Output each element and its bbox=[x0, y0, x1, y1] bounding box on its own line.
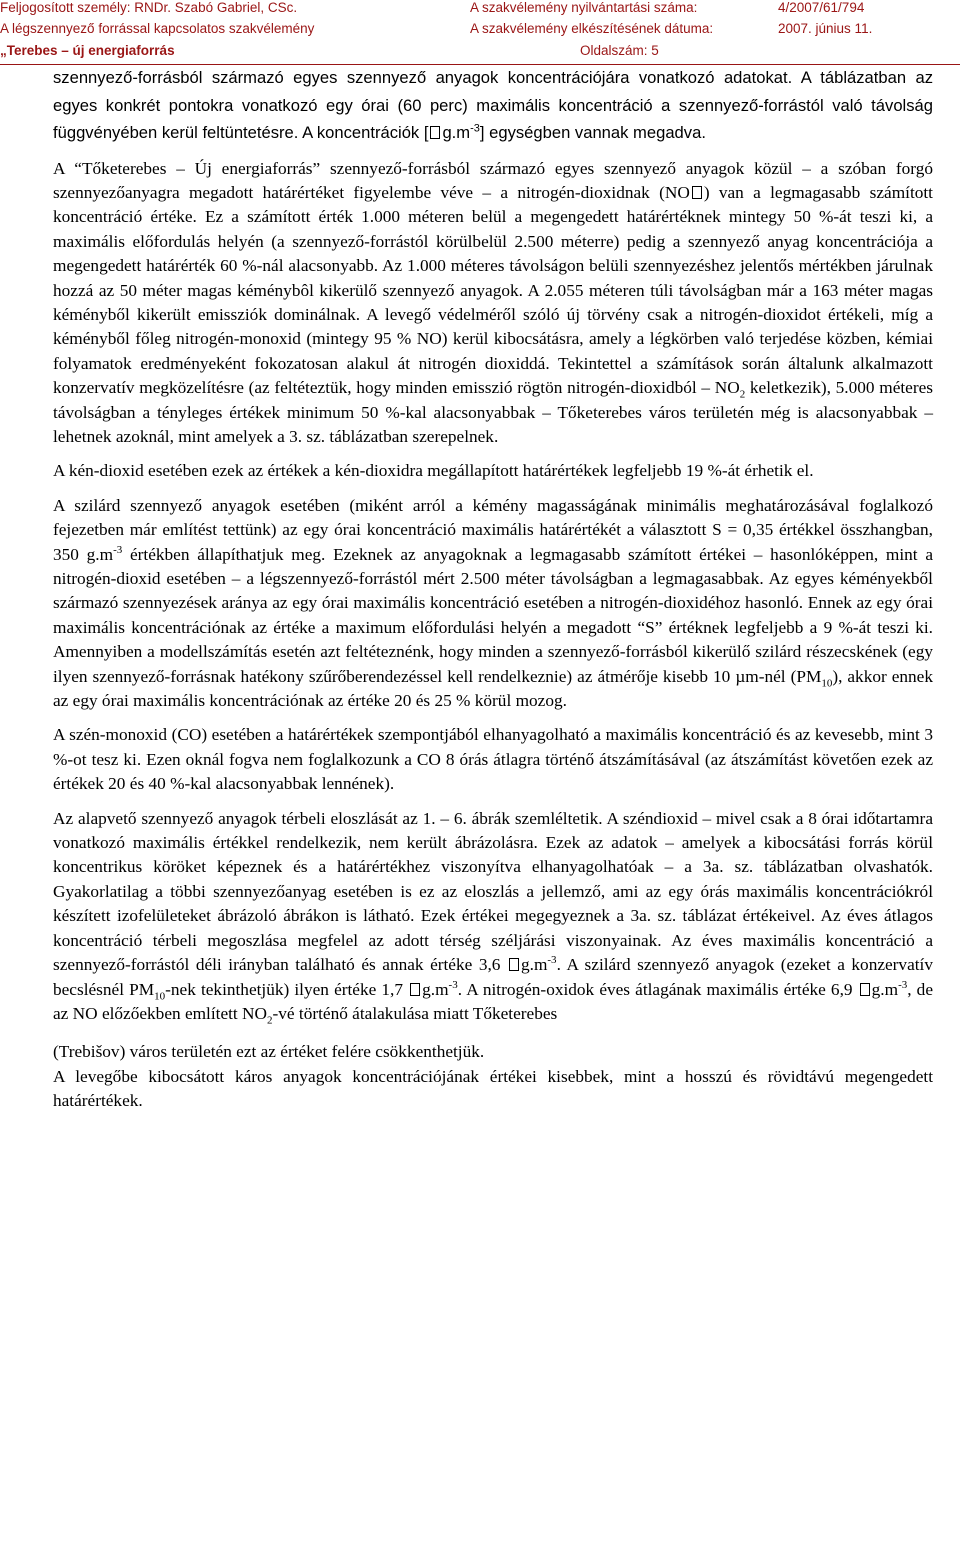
project-title: „Terebes – új energiaforrás bbox=[0, 43, 175, 58]
page-header bbox=[0, 0, 960, 66]
report-subject: A légszennyező forrással kapcsolatos szakvélemény bbox=[0, 21, 315, 36]
missing-glyph-icon bbox=[430, 126, 440, 139]
paragraph-sulfur: A kén-dioxid esetében ezek az értékek a kén-dioxidra megállapított határértékek legfeljebb 19 %-át érhetik el. bbox=[53, 461, 814, 481]
missing-glyph-icon bbox=[410, 983, 420, 996]
paragraph-nitrogen: A “Tőketerebes – Új energiaforrás” szennyező-forrásból származó egyes szennyező anyagok közül – a szóban forgó szennyezőanyagra megadott határértéket figyelembe véve – a nitrogén-dioxidnak (NO ) van a legmagasabb számított koncentráció értéke. Ez a számított érték 1.000 méteren belül a megengedett határértéknek mintegy 50 %-át teszi ki, a maximális előfordulás helyén (a szennyező-forrástól körülbelül 2.500 méterre) pedig a szennyező anyag koncentrációja a megengedett határérték 60 %-nál alacsonyabb. Az 1.000 méteres távolságon belüli szennyezéshez jelentős mértékben járulnak hozzá az 50 méter magas kéménybôl kikerülő szennyező anyagok. A 2.055 méteren túli távolságban már a 163 méter magas kéményből kikerült emissziók dominálnak. A levegő védelméről szóló új törvény csak a nitrogén-dioxidot értékeli, míg a kéményből főleg nitrogén-monoxid (mintegy 95 % NO) kerül kibocsátásra, amely a légkörben való terjedése közben, kémiai folyamatok eredményeként fokozatosan alakul át nitrogén dioxiddá. Tekintettel a számítások során általunk alkalmazott konzervatív megközelítésre (az feltéteztük, hogy minden emisszió rögtön nitrogén-dioxidból – $NO_2$ keletkezik), 5.000 méteres távolságban a tényleges értékek minimum 50 %-kal alacsonyabbak – Tőketerebes város területén még is alacsonyabbak – lehetnek azoknál, mint amelyek a 3. sz. táblázatban szerepelnek. bbox=[53, 158, 933, 446]
missing-glyph-icon bbox=[860, 983, 870, 996]
report-date-label: A szakvélemény elkészítésének dátuma: bbox=[470, 21, 714, 36]
paragraph-particulates: A szilárd szennyező anyagok esetében (miként arról a kémény magasságának minimális meghatározásával foglalkozó fejezetben már említést tettünk) az egy órai koncentráció maximális határértékét a választott S = 0,35 értékkel összhangban, 350 $g.m^{-3}$ értékben állapíthatjuk meg. Ezeknek az anyagoknak a legmagasabb számított értékei – hasonlóképpen, mint a nitrogén-dioxid esetében – a légszennyező-forrástól mért 2.500 méter távolságban a legmagasabbak. Az egyes kéményekből származó szennyezések aránya az egy órai maximális koncentráció esetében a nitrogén-dioxidéhoz hasonló. Ennek az egy órai maximális koncentrációnak az értéke a maximum előfordulási helyén a megadott “S” értéknek legfeljebb a 9 %-át teszi ki. Amennyiben a modellszámítás esetén azt feltéteznénk, hogy minden a szennyező-forrásból kikerülő szilárd részecskének (egy ilyen szennyező-forrásnak hatékony szűrőberendezéssel kell rendelkeznie) az átmérője kisebb 10 µm-nél $(PM_{10})$, akkor ennek az egy órai maximális koncentrációnak az értéke 20 és 25 % körül mozog. bbox=[53, 495, 933, 711]
expert-name: Feljogosított személy: RNDr. Szabó Gabriel, CSc. bbox=[0, 0, 298, 15]
report-date: 2007. június 11. bbox=[778, 21, 873, 36]
document-body bbox=[53, 64, 933, 1124]
paragraph-distribution: Az alapvető szennyező anyagok térbeli eloszlását az 1. – 6. ábrák szemléltetik. A széndioxid – mivel csak a 8 órai időtartamra vonatkozó maximális értékkel rendelkezik, nem került ábrázolásra. Ezek az adatok – amelyek a kibocsátási forrás körül koncentrikus köröket képeznek és a határértékhez viszonyítva elhanyagolhatóak – a 3a. sz. táblázatban olvashatók. Gyakorlatilag a többi szennyezőanyag esetében is ez az eloszlás a jellemző, ami az egy órás maximális koncentrációkról készített izofelületeket ábrázoló ábrákon is látható. Ezek értékei megegyeznek a 3a. sz. táblázat értékeivel. Az éves átlagos koncentráció térbeli megoszlása megfelel az adott térség széljárási viszonyainak. Az éves maximális koncentráció a szennyező-forrástól déli irányban található és annak értéke 3,6 $g.m^{-3}$. A szilárd szennyező anyagok (ezeket a konzervatív becslésnél $PM_{10}$-nek tekinthetjük) ilyen értéke 1,7 $g.m^{-3}$. A nitrogén-oxidok éves átlagának maximális értéke 6,9 $g.m^{-3}$, de az NO előzőekben említett $NO_2-vé$ történő átalakulása miatt Tőketerebes bbox=[53, 808, 933, 1027]
missing-glyph-icon bbox=[509, 958, 519, 971]
missing-glyph-icon bbox=[692, 186, 702, 199]
registration-number: 4/2007/61/794 bbox=[778, 0, 865, 15]
page-number: Oldalszám: 5 bbox=[580, 43, 659, 58]
paragraph-trebisov: (Trebišov) város területén ezt az értéket felére csökkenthetjük. bbox=[53, 1042, 485, 1062]
paragraph-conclusion: A levegőbe kibocsátott káros anyagok koncentrációjának értékei kisebbek, mint a hosszú és rövidtávú megengedett határértékek. bbox=[53, 1066, 933, 1111]
registration-number-label: A szakvélemény nyilvántartási száma: bbox=[470, 0, 698, 15]
paragraph-carbon-monoxide: A szén-monoxid (CO) esetében a határértékek szempontjából elhanyagolható a maximális koncentráció és az kevesebb, mint 3 %-ot tesz ki. Ezen oknál fogva nem foglalkozunk a CO 8 órás átlagra történő átszámításával (az átszámítást követően ezek az értékek 20 és 40 %-kal alacsonyabbak lennének). bbox=[53, 725, 933, 794]
paragraph-intro: szennyező-forrásból származó egyes szennyező anyagok koncentrációjára vonatkozó adatokat. A táblázatban az egyes konkrét pontokra vonatkozó egy órai (60 perc) maximális koncentráció a szennyező-forrástól való távolság függvényében kerül feltüntetésre. A koncentrációk [ $g.m^{-3}$] egységben vannak megadva. bbox=[53, 68, 933, 142]
